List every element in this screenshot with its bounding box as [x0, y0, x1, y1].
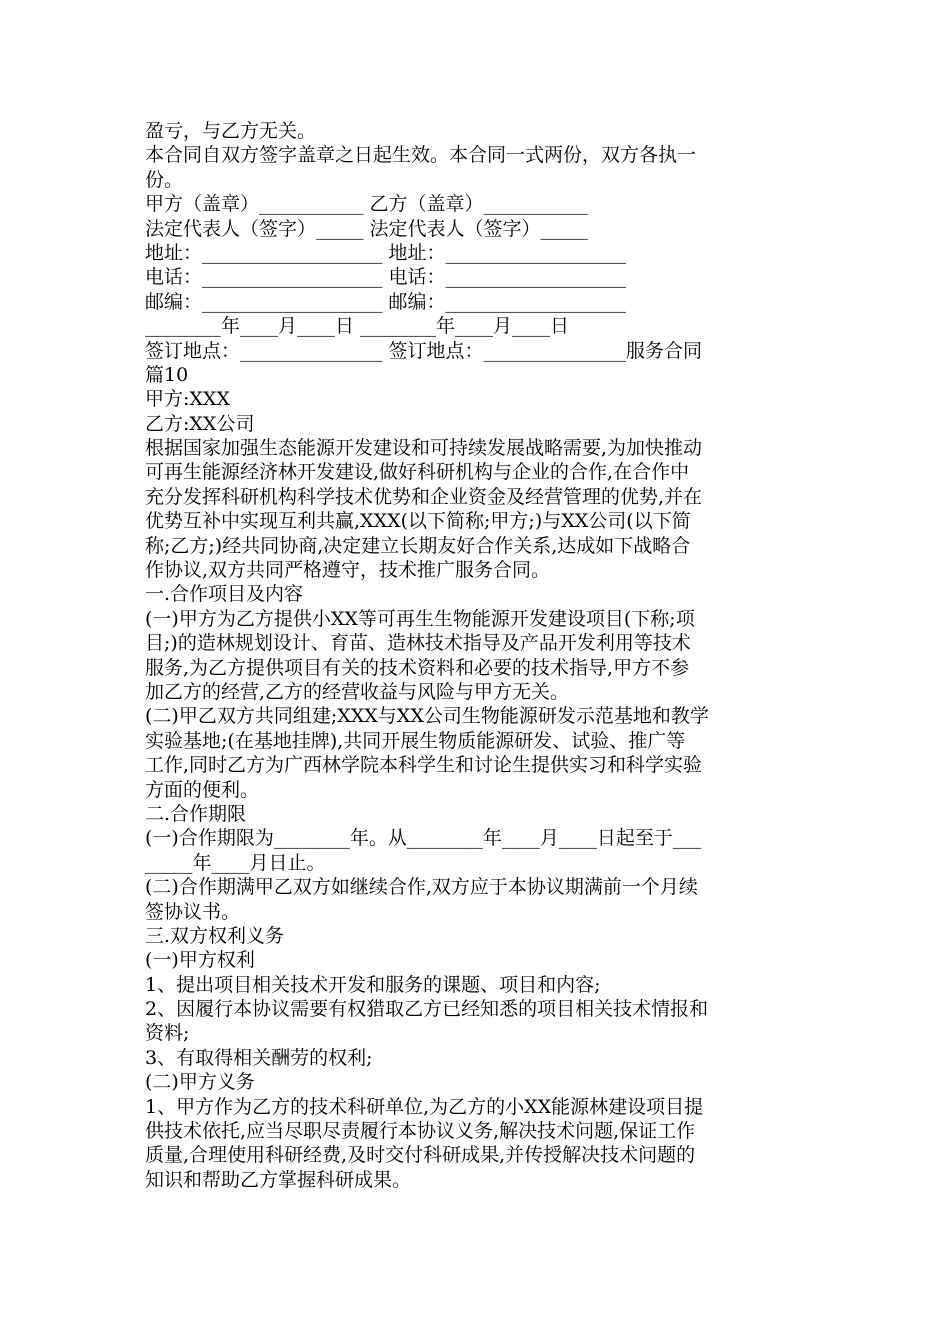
text-line: 充分发挥科研机构科学技术优势和企业资金及经营管理的优势,并在	[145, 485, 703, 508]
text-line: 2、因履行本协议需要有权猎取乙方已经知悉的项目相关技术情报和	[145, 998, 709, 1021]
text-line: 三.双方权利义务	[145, 924, 285, 947]
text-line: (一)甲方权利	[145, 949, 255, 972]
text-line: (一)甲方为乙方提供小XX等可再生生物能源开发建设项目(下称;项	[145, 607, 695, 630]
text-line: 盈亏，与乙方无关。	[145, 120, 317, 142]
text-line: (二)甲乙双方共同组建;XXX与XX公司生物能源研发示范基地和教学	[145, 705, 709, 728]
text-line: 质量,合理使用科研经费,及时交付科研成果,并传授解决技术问题的	[145, 1144, 696, 1167]
text-line: 实验基地;(在基地挂牌),共同开展生物质能源研发、试验、推广等	[145, 729, 686, 752]
text-line: 根据国家加强生态能源开发建设和可持续发展战略需要,为加快推动	[145, 437, 703, 460]
text-line: 乙方:XX公司	[145, 412, 255, 435]
text-line: (二)甲方义务	[145, 1071, 255, 1094]
text-line: 1、甲方作为乙方的技术科研单位,为乙方的小XX能源林建设项目提	[145, 1095, 704, 1118]
text-line: 签订地点：_______________ 签订地点：_______________服务合同	[145, 339, 703, 362]
text-line: _____年____月日止。	[145, 851, 326, 874]
text-line: 3、有取得相关酬劳的权利;	[145, 1046, 373, 1069]
text-line: 作协议,双方共同严格遵守，技术推广服务合同。	[145, 559, 551, 582]
text-line: 本合同自双方签字盖章之日起生效。本合同一式两份，双方各执一	[145, 144, 697, 167]
text-line: 1、提出项目相关技术开发和服务的课题、项目和内容;	[145, 973, 601, 996]
text-line: 可再生能源经济林开发建设,做好科研机构与企业的合作,在合作中	[145, 461, 690, 484]
text-line: 知识和帮助乙方掌握科研成果。	[145, 1168, 412, 1191]
text-line: 篇10	[145, 363, 189, 386]
text-line: 份。	[145, 168, 184, 191]
text-line: 目;)的造林规划设计、育苗、造林技术指导及产品开发利用等技术	[145, 632, 691, 655]
text-line: 甲方:XXX	[145, 388, 230, 411]
text-line: 甲方（盖章）___________ 乙方（盖章）___________	[145, 193, 589, 216]
text-line: 加乙方的经营,乙方的经营收益与风险与甲方无关。	[145, 680, 570, 703]
text-line: 二.合作期限	[145, 802, 247, 825]
text-line: 电话：___________________ 电话：___________________	[145, 266, 627, 289]
text-line: 邮编：___________________ 邮编：___________________	[145, 290, 627, 313]
text-line: 资料;	[145, 1022, 190, 1045]
document-page	[145, 119, 810, 1192]
text-line: 地址：___________________ 地址：___________________	[145, 241, 627, 264]
text-line: 称;乙方;)经共同协商,决定建立长期友好合作关系,达成如下战略合	[145, 534, 691, 557]
text-line: 方面的便利。	[145, 778, 260, 801]
text-line: 法定代表人（签字）_____ 法定代表人（签字）_____	[145, 217, 589, 240]
text-line: 工作,同时乙方为广西林学院本科学生和讨论生提供实习和科学实验	[145, 754, 703, 777]
text-line: 优势互补中实现互利共赢,XXX(以下简称;甲方;)与XX公司(以下简	[145, 510, 691, 533]
text-line: (二)合作期满甲乙双方如继续合作,双方应于本协议期满前一个月续	[145, 876, 698, 899]
text-line: ________年____月____日 ________年____月____日	[145, 315, 570, 338]
text-line: 签协议书。	[145, 900, 241, 923]
text-line: 供技术依托,应当尽职尽责履行本协议义务,解决技术问题,保证工作	[145, 1120, 696, 1143]
text-line: 一.合作项目及内容	[145, 583, 304, 606]
text-line: (一)合作期限为________年。从________年____月____日起至于___	[145, 827, 702, 850]
text-line: 服务,为乙方提供项目有关的技术资料和必要的技术指导,甲方不参	[145, 656, 690, 679]
